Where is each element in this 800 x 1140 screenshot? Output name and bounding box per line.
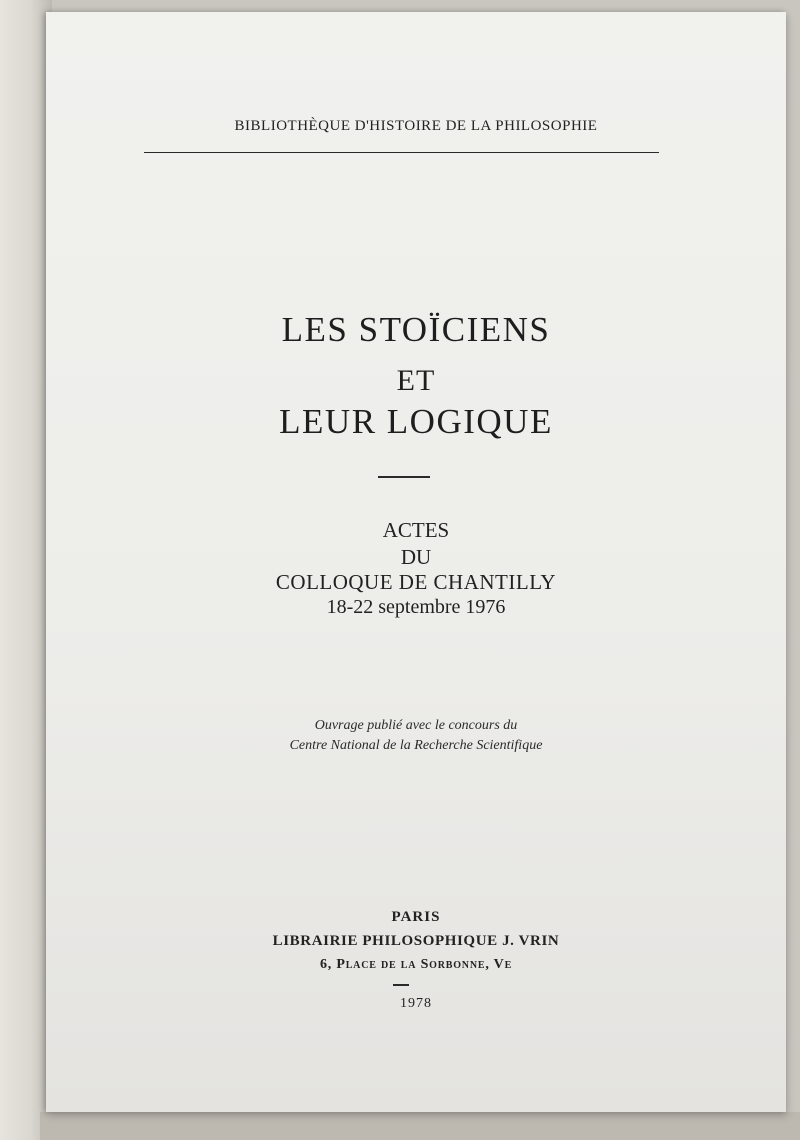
- book-cover-edge: [40, 1112, 800, 1140]
- imprint-year: 1978: [400, 996, 432, 1011]
- book-binding: [0, 0, 52, 1140]
- title-rule: [378, 476, 430, 478]
- series-title: BIBLIOTHÈQUE D'HISTOIRE DE LA PHILOSOPHIE: [234, 118, 598, 134]
- imprint-address: 6, Place de la Sorbonne, Ve: [319, 957, 513, 972]
- subtitle-colloque: COLLOQUE DE CHANTILLY: [275, 570, 557, 594]
- subtitle-actes: ACTES: [382, 518, 450, 542]
- imprint-city: PARIS: [391, 909, 441, 925]
- book-title-line-3: LEUR LOGIQUE: [279, 402, 553, 441]
- title-page: [46, 12, 786, 1112]
- series-rule: [144, 152, 659, 153]
- book-title-line-2: ET: [396, 364, 436, 397]
- funding-note-line-1: Ouvrage publié avec le concours du: [314, 718, 518, 733]
- imprint-rule: [393, 984, 409, 986]
- colloquium-dates: 18-22 septembre 1976: [326, 596, 506, 618]
- imprint-publisher: LIBRAIRIE PHILOSOPHIQUE J. VRIN: [272, 933, 560, 949]
- funding-note-line-2: Centre National de la Recherche Scientifique: [289, 738, 543, 753]
- subtitle-du: DU: [400, 545, 432, 569]
- book-title-line-1: LES STOÏCIENS: [281, 310, 551, 349]
